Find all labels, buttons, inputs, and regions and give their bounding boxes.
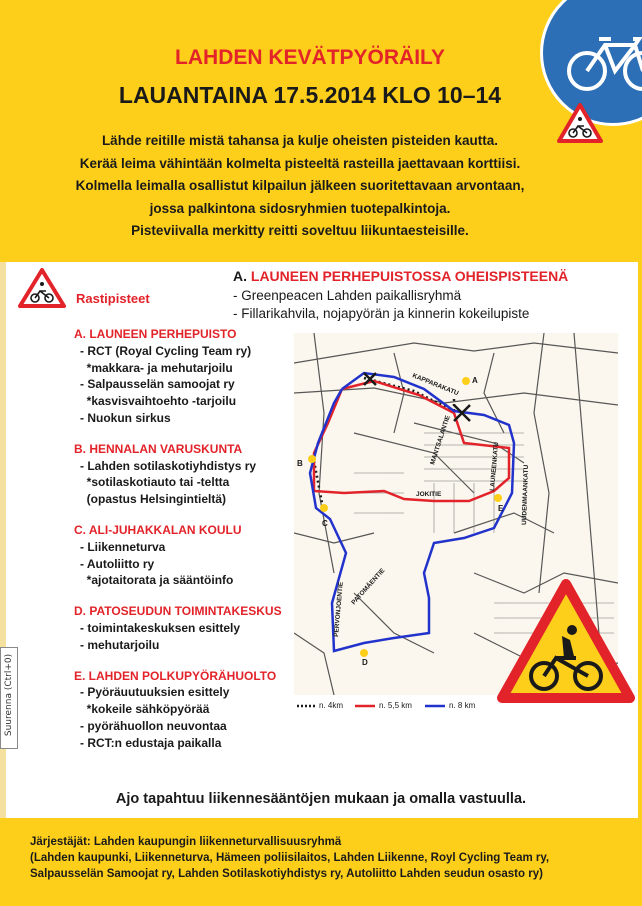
spacer [74, 654, 294, 668]
svg-text:E: E [498, 504, 504, 513]
street-label: MANTSALANTIE [429, 414, 452, 466]
spacer [74, 427, 294, 441]
checkpoint-item: - RCT:n edustaja paikalla [80, 735, 222, 750]
organizers-line: (Lahden kaupunki, Liikenneturva, Hämeen poliisilaitos, Lahden Liikenne, Royl Cycling Team ry, [30, 852, 550, 864]
checkpoints-heading: Rastipisteet [76, 291, 150, 306]
highlight-title: LAUNEEN PERHEPUISTOSSA OHEISPISTEENÄ [250, 268, 569, 284]
edge-band [638, 262, 642, 818]
checkpoint-item: - RCT (Royal Cycling Team ry) [80, 343, 252, 358]
checkpoint-item: - Liikenneturva [80, 539, 166, 554]
intro-line: Pisteviivalla merkitty reitti soveltuu liikuntaesteisille. [131, 223, 469, 238]
spacer [74, 508, 294, 522]
checkpoint-name: D. PATOSEUDUN TOIMINTAKESKUS [74, 604, 282, 619]
highlight-line: - Greenpeacen Lahden paikallisryhmä [233, 288, 462, 303]
intro-line: jossa palkintona sidosryhmien tuotepalkintoja. [149, 200, 451, 216]
checkpoint-name: A. LAUNEEN PERHEPUISTO [74, 327, 237, 341]
legend-4km: n. 4km [319, 701, 344, 710]
checkpoint-name: E. LAHDEN POLKUPYÖRÄHUOLTO [74, 668, 277, 683]
checkpoint-item: - toimintakeskuksen esittely [80, 620, 241, 635]
intro-line: Lähde reitille mistä tahansa ja kulje oheisten pisteiden kautta. [101, 133, 499, 148]
highlight-line: - Fillarikahvila, nojapyörän ja kinnerin kokeilupiste [233, 306, 530, 321]
checkpoint-list [74, 326, 294, 752]
zoom-tab[interactable] [0, 647, 18, 749]
street-label: KAPPARAKATU [411, 372, 460, 398]
street-label: LAUNEENKATU [489, 441, 501, 492]
street-label: PATOMÄENTIE [350, 567, 387, 607]
checkpoint-item: - Autoliitto ry [80, 556, 155, 571]
spacer [74, 589, 294, 603]
zoom-tab-label: Suurenna (Ctrl+0) [4, 653, 14, 737]
safety-note: Ajo tapahtuu liikennesääntöjen mukaan ja omalla vastuulla. [115, 791, 527, 807]
street-label: JOKITIE [416, 491, 442, 498]
cyclist-warning-icon [18, 268, 66, 308]
checkpoint-item: - Lahden sotilaskotiyhdistys ry [80, 458, 257, 473]
checkpoint-item: - Pyöräuutuuksien esittely [80, 685, 230, 700]
checkpoint-item: *kasvisvaihtoehto -tarjoilu [80, 394, 237, 409]
organizers-line: Järjestäjät: Lahden kaupungin liikenneturvallisuusryhmä [30, 836, 342, 848]
checkpoint-name: B. HENNALAN VARUSKUNTA [74, 441, 243, 456]
svg-text:A: A [472, 376, 478, 385]
intro-line: Kerää leima vähintään kolmelta pisteeltä rasteilla jaettavaan korttiisi. [79, 155, 521, 171]
organizers [30, 834, 549, 882]
cyclist-warning-icon [496, 578, 636, 704]
checkpoint-item: *sotilaskotiauto tai -teltta [80, 475, 230, 490]
checkpoint-item: - mehutarjoilu [80, 637, 160, 652]
legend-8km: n. 8 km [449, 701, 476, 710]
page-title: LAHDEN KEVÄTPYÖRÄILY [175, 46, 445, 69]
legend-5-5km: n. 5,5 km [379, 701, 412, 710]
checkpoint-item: *ajotaitorata ja sääntöinfo [80, 573, 234, 588]
checkpoint-item: *makkara- ja mehutarjoilu [80, 360, 233, 375]
checkpoint-item: (opastus Helsingintieltä) [80, 492, 227, 507]
checkpoint-item: - pyörähuollon neuvontaa [80, 718, 227, 733]
highlight-heading [233, 268, 568, 284]
svg-text:C: C [322, 519, 328, 528]
checkpoint-item: - Salpausselän samoojat ry [80, 377, 235, 392]
checkpoint-item: - Nuokun sirkus [80, 410, 171, 425]
checkpoint-name: C. ALI-JUHAKKALAN KOULU [74, 522, 242, 537]
organizers-line: Salpausselän Samoojat ry, Lahden Sotilaskotiyhdistys ry, Autoliitto Lahden seudun osasto ry) [30, 868, 543, 880]
highlight-prefix: A. [233, 268, 251, 284]
svg-text:D: D [362, 658, 368, 667]
event-date: LAUANTAINA 17.5.2014 KLO 10–14 [118, 82, 502, 108]
intro-text [30, 130, 570, 243]
street-label: UUDENMAANKATU [521, 464, 531, 526]
street-label: PERVONJOENTIE [333, 581, 345, 638]
svg-text:B: B [297, 459, 303, 468]
checkpoint-item: *kokeile sähköpyörää [80, 702, 210, 717]
intro-line: Kolmella leimalla osallistut kilpailun jälkeen suoritettavaan arvontaan, [75, 178, 525, 193]
